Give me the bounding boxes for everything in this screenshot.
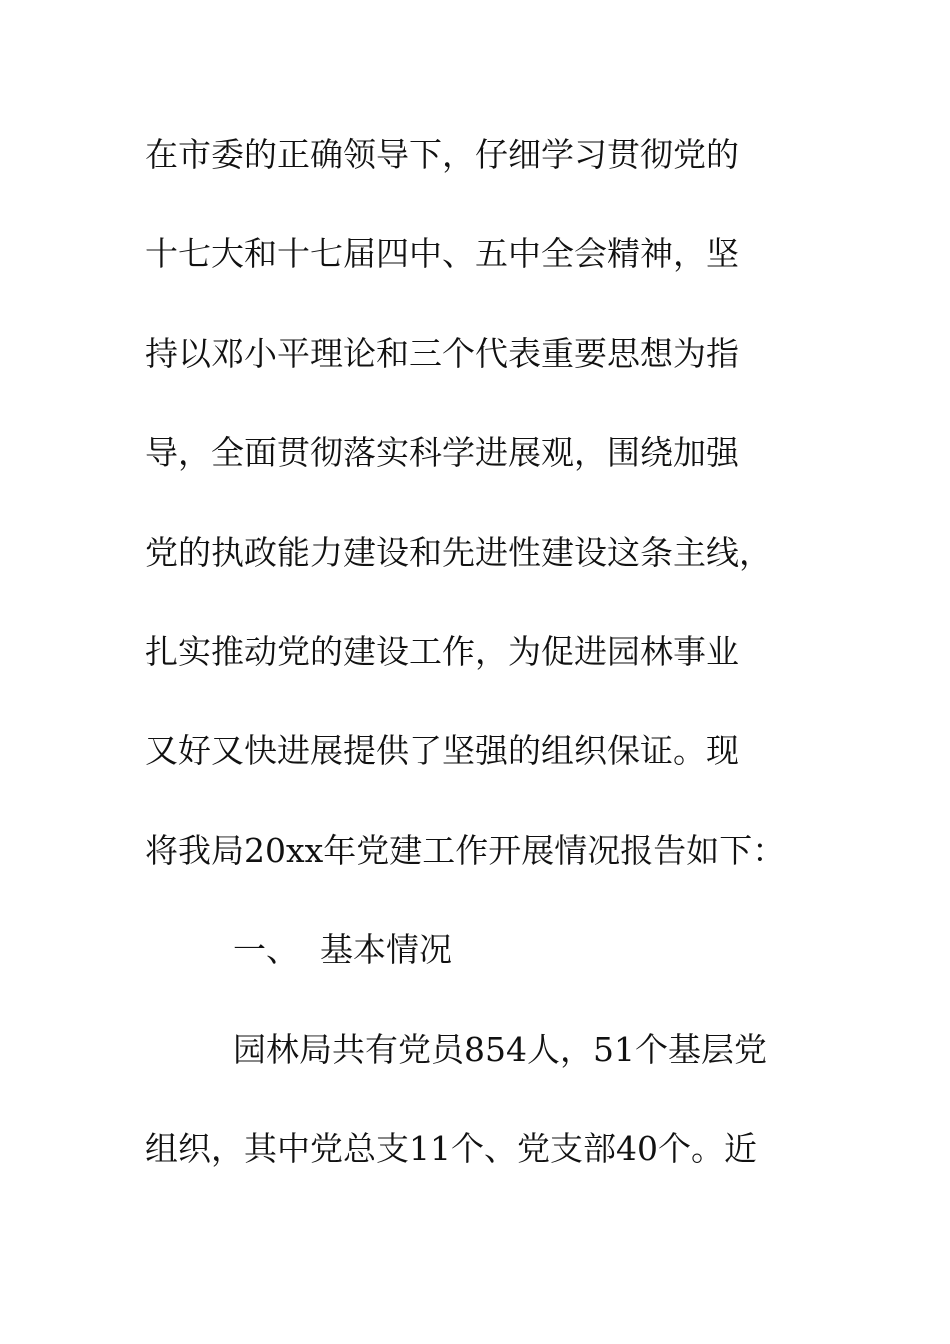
body-text-line: 园林局共有党员854人，51个基层党: [233, 1030, 767, 1069]
body-text-line: 又好又快进展提供了坚强的组织保证。现: [145, 731, 739, 770]
section-number: 一、: [233, 930, 299, 969]
body-text-line: 党的执政能力建设和先进性建设这条主线，: [145, 533, 772, 572]
body-text-line: 将我局20xx年党建工作开展情况报告如下：: [145, 831, 786, 870]
section-heading: [233, 925, 913, 975]
section-title: 基本情况: [320, 930, 452, 969]
body-text-line: 扎实推动党的建设工作，为促进园林事业: [145, 632, 739, 671]
body-text-line: 持以邓小平理论和三个代表重要思想为指: [145, 334, 739, 373]
body-text-line: 组织，其中党总支11个、党支部40个。近: [145, 1129, 757, 1168]
body-text-line: 在市委的正确领导下，仔细学习贯彻党的: [145, 135, 739, 174]
body-text-line: 导，全面贯彻落实科学进展观，围绕加强: [145, 433, 739, 472]
body-text-line: 十七大和十七届四中、五中全会精神，坚: [145, 234, 739, 273]
